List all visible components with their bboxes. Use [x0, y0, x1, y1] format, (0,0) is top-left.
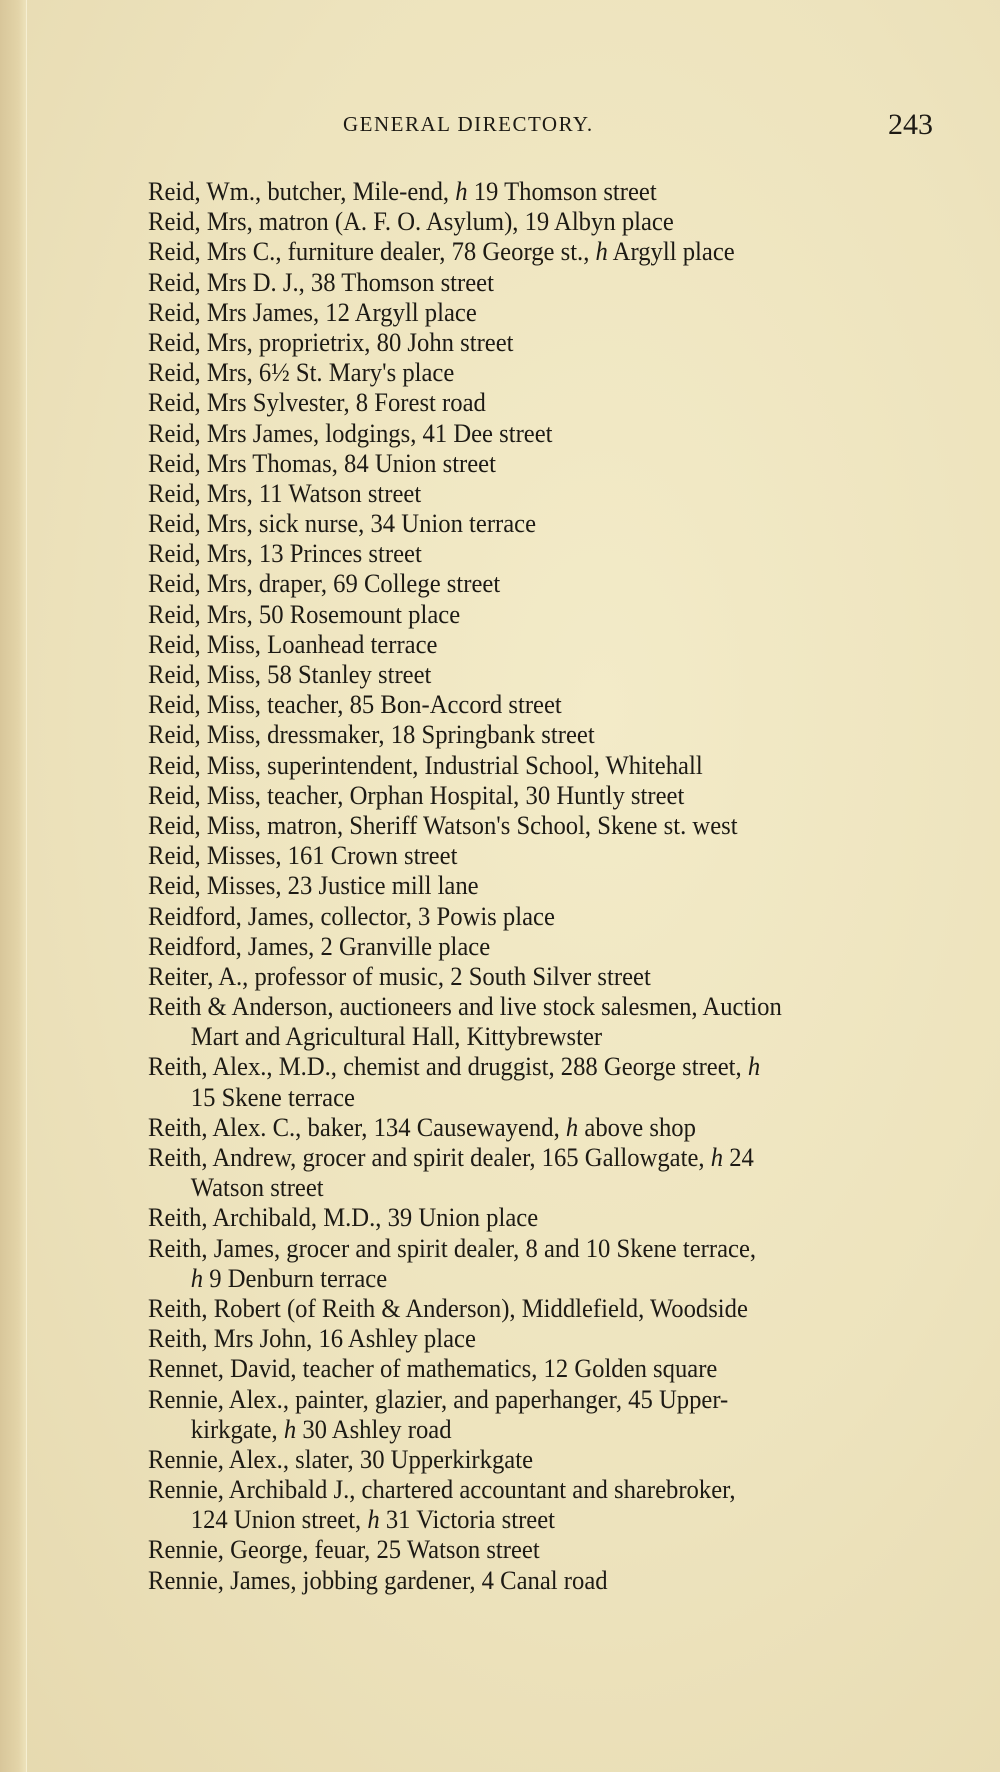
entry-line: Reith, James, grocer and spirit dealer, 8 and 10 Skene terrace,	[148, 1232, 757, 1263]
directory-entry	[148, 840, 928, 870]
directory-entry	[148, 1112, 928, 1142]
entry-line: Reid, Mrs, sick nurse, 34 Union terrace	[148, 508, 537, 539]
directory-entry	[148, 750, 928, 780]
directory-entry	[148, 538, 928, 568]
entry-line: Reith, Mrs John, 16 Ashley place	[148, 1323, 476, 1354]
directory-entry	[148, 267, 928, 297]
entry-line: Reid, Mrs James, 12 Argyll place	[148, 296, 477, 327]
entry-continuation-line: 15 Skene terrace	[190, 1081, 355, 1112]
directory-entry	[148, 357, 928, 387]
entry-line: Reith, Alex., M.D., chemist and druggist, 288 George street, h	[148, 1051, 761, 1082]
entry-line: Reith, Andrew, grocer and spirit dealer, 165 Gallowgate, h 24	[148, 1142, 754, 1172]
directory-entry	[148, 418, 928, 448]
directory-entry	[148, 991, 928, 1051]
directory-entry	[148, 387, 928, 417]
page-gutter	[0, 0, 27, 1772]
entry-line: Reid, Miss, 58 Stanley street	[148, 659, 432, 689]
entry-line: Reid, Mrs Thomas, 84 Union street	[148, 447, 496, 478]
home-marker: h	[367, 1504, 380, 1535]
entry-line: Reid, Mrs D. J., 38 Thomson street	[148, 266, 494, 297]
directory-entry	[148, 448, 928, 478]
entry-line: Reid, Mrs, matron (A. F. O. Asylum), 19 Albyn place	[148, 206, 674, 237]
directory-entries	[148, 176, 928, 1595]
directory-entry	[148, 1534, 928, 1564]
entry-line: Reid, Mrs James, lodgings, 41 Dee street	[148, 417, 553, 448]
directory-entry	[148, 327, 928, 357]
directory-entry	[148, 1353, 928, 1383]
entry-line: Reid, Misses, 161 Crown street	[148, 840, 458, 871]
home-marker: h	[283, 1413, 297, 1444]
directory-entry	[148, 1323, 928, 1353]
directory-entry	[148, 1474, 928, 1534]
entry-line: Reid, Mrs, 13 Princes street	[148, 538, 422, 569]
directory-entry	[148, 1233, 928, 1293]
directory-entry	[148, 478, 928, 508]
directory-entry	[148, 780, 928, 810]
entry-line: Reid, Miss, teacher, Orphan Hospital, 30 Huntly street	[148, 779, 685, 810]
entry-line: Reid, Miss, teacher, 85 Bon-Accord street	[148, 689, 562, 720]
directory-entry	[148, 689, 928, 719]
directory-entry	[148, 1293, 928, 1323]
home-marker: h	[565, 1111, 579, 1142]
directory-entry	[148, 810, 928, 840]
entry-line: Reid, Mrs, 6½ St. Mary's place	[148, 357, 455, 388]
directory-entry	[148, 599, 928, 629]
entry-line: Reidford, James, 2 Granville place	[148, 930, 491, 961]
entry-line: Reid, Miss, Loanhead terrace	[148, 628, 438, 659]
home-marker: h	[455, 176, 468, 206]
directory-entry	[148, 297, 928, 327]
directory-entry	[148, 176, 928, 206]
entry-line: Reid, Wm., butcher, Mile-end, h 19 Thomson street	[148, 176, 657, 206]
directory-entry	[148, 1051, 928, 1111]
entry-line: Reid, Mrs, 11 Watson street	[148, 477, 422, 508]
entry-line: Reid, Mrs, proprietrix, 80 John street	[148, 326, 514, 357]
entry-line: Reid, Miss, superintendent, Industrial School, Whitehall	[148, 749, 703, 780]
directory-entry	[148, 1384, 928, 1444]
entry-line: Reid, Mrs, 50 Rosemount place	[148, 598, 461, 629]
home-marker: h	[747, 1051, 761, 1082]
entry-line: Reid, Mrs C., furniture dealer, 78 George st., h Argyll place	[148, 236, 735, 267]
entry-line: Rennie, James, jobbing gardener, 4 Canal road	[148, 1564, 608, 1595]
page-number: 243	[888, 108, 933, 141]
entry-continuation-line: Mart and Agricultural Hall, Kittybrewster	[190, 1021, 603, 1052]
entry-line: Rennie, Alex., slater, 30 Upperkirkgate	[148, 1443, 534, 1474]
directory-entry	[148, 568, 928, 598]
entry-continuation-line: kirkgate, h 30 Ashley road	[190, 1413, 452, 1444]
entry-line: Reith, Robert (of Reith & Anderson), Middlefield, Woodside	[148, 1292, 748, 1323]
directory-entry	[148, 1444, 928, 1474]
entry-continuation-line: h 9 Denburn terrace	[190, 1262, 388, 1293]
home-marker: h	[595, 236, 608, 267]
directory-entry	[148, 508, 928, 538]
entry-line: Reith, Archibald, M.D., 39 Union place	[148, 1202, 539, 1233]
entry-line: Rennie, Archibald J., chartered accountant and sharebroker,	[148, 1474, 736, 1505]
directory-entry	[148, 901, 928, 931]
home-marker: h	[190, 1262, 204, 1293]
entry-line: Reith & Anderson, auctioneers and live stock salesmen, Auction	[148, 991, 782, 1022]
directory-entry	[148, 870, 928, 900]
directory-entry	[148, 659, 928, 689]
directory-entry	[148, 206, 928, 236]
entry-line: Rennet, David, teacher of mathematics, 12 Golden square	[148, 1353, 718, 1384]
directory-entry	[148, 719, 928, 749]
directory-entry	[148, 931, 928, 961]
entry-line: Reid, Mrs, draper, 69 College street	[148, 568, 501, 599]
entry-line: Reith, Alex. C., baker, 134 Causewayend, h above shop	[148, 1111, 696, 1142]
directory-entry	[148, 1142, 928, 1202]
entry-line: Reid, Mrs Sylvester, 8 Forest road	[148, 387, 486, 418]
entry-line: Reid, Miss, matron, Sheriff Watson's School, Skene st. west	[148, 809, 738, 840]
entry-line: Reid, Misses, 23 Justice mill lane	[148, 870, 479, 901]
directory-entry	[148, 1565, 928, 1595]
directory-entry	[148, 1202, 928, 1232]
directory-entry	[148, 236, 928, 266]
running-title: GENERAL DIRECTORY.	[343, 112, 594, 136]
directory-entry	[148, 961, 928, 991]
entry-line: Reidford, James, collector, 3 Powis place	[148, 900, 555, 931]
page-header	[0, 108, 1000, 148]
entry-continuation-line: 124 Union street, h 31 Victoria street	[190, 1504, 556, 1535]
entry-line: Reid, Miss, dressmaker, 18 Springbank street	[148, 719, 595, 750]
entry-line: Rennie, Alex., painter, glazier, and paperhanger, 45 Upper-	[148, 1383, 729, 1414]
entry-continuation-line: Watson street	[190, 1172, 324, 1203]
directory-entry	[148, 629, 928, 659]
home-marker: h	[710, 1142, 724, 1172]
entry-line: Rennie, George, feuar, 25 Watson street	[148, 1534, 540, 1565]
entry-line: Reiter, A., professor of music, 2 South Silver street	[148, 960, 651, 991]
